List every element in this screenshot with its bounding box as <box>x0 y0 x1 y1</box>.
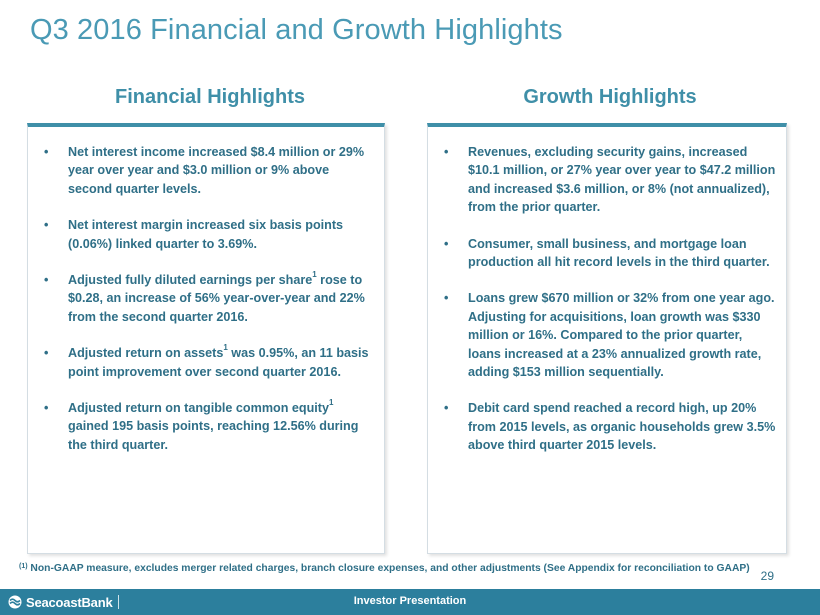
growth-highlights-list <box>428 127 786 455</box>
list-item: • Adjusted return on tangible common equity$^1$ gained 195 basis points, reaching 12.56% during the third quarter. <box>44 398 359 452</box>
list-item: • Debit card spend reached a record high, up 20% from 2015 levels, as organic households grew 3.5% above third quarter 2015 levels. <box>444 401 776 453</box>
logo-text: SeacoastBank <box>26 594 113 610</box>
bullet-icon: • <box>44 218 49 233</box>
bullet-icon: • <box>444 291 449 306</box>
financial-highlights-list <box>28 127 384 454</box>
footnote-ref: 1 <box>328 398 334 408</box>
list-item: • Net interest income increased $8.4 million or 29% year over year and $3.0 million or 9% above second quarter levels. <box>44 145 365 196</box>
financial-highlights-panel <box>27 123 385 554</box>
list-item: • Revenues, excluding security gains, increased $10.1 million, or 27% year over year to $47.2 million and increased $3.6 million, or 8% (not annualized), from the prior quarter. <box>444 145 776 215</box>
bullet-icon: • <box>444 236 449 251</box>
page-title: Q3 2016 Financial and Growth Highlights <box>30 14 563 46</box>
list-item: • Net interest margin increased six basis points (0.06%) linked quarter to 3.69%. <box>44 218 344 251</box>
bullet-icon: • <box>44 346 49 361</box>
list-item: • Adjusted return on assets$^1$ was 0.95%, an 11 basis point improvement over second quarter 2016. <box>44 343 369 379</box>
footnote <box>19 563 750 574</box>
list-item: • Loans grew $670 million or 32% from one year ago. Adjusting for acquisitions, loan growth was $330 million or 16%. Compared to the prior quarter, loans increased at a 23% annualized growth rate, adding $153 million sequentially. <box>444 291 775 380</box>
bullet-icon: • <box>444 401 449 416</box>
footer-label: Investor Presentation <box>353 595 467 607</box>
list-item: • Consumer, small business, and mortgage loan production all hit record levels in the third quarter. <box>444 236 770 270</box>
bullet-icon: • <box>44 401 49 416</box>
growth-highlights-panel <box>427 123 787 554</box>
financial-highlights-heading: Financial Highlights <box>114 86 305 108</box>
growth-highlights-heading: Growth Highlights <box>523 86 697 108</box>
footer-bar <box>0 569 820 615</box>
footnote-ref: 1 <box>312 270 317 280</box>
bullet-icon: • <box>444 145 449 159</box>
page-number: 29 <box>760 569 774 583</box>
list-item: • Adjusted fully diluted earnings per share$^1$ rose to $0.28, an increase of 56% year-over-year and 22% from the second quarter 2016. <box>44 270 365 324</box>
footnote-text: Non-GAAP measure, excludes merger related charges, branch closure expenses, and other adjustments (See Appendix for reconciliation to GAAP) <box>27 563 750 574</box>
footnote-marker: (1) <box>19 563 28 570</box>
bullet-icon: • <box>44 273 49 288</box>
bullet-icon: • <box>44 145 49 159</box>
footnote-ref: 1 <box>223 343 228 353</box>
